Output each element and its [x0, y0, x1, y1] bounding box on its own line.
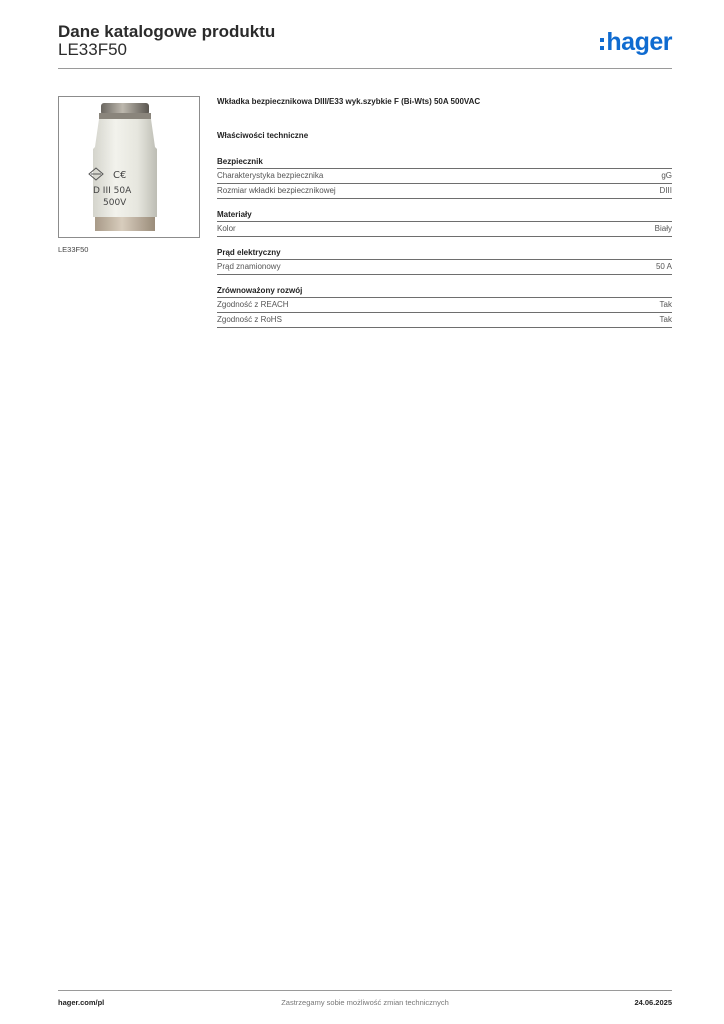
product-image [58, 96, 200, 238]
property-row [217, 184, 672, 199]
property-label: Charakterystyka bezpiecznika [217, 171, 324, 180]
footer-divider [58, 990, 672, 991]
property-group-electrical [217, 247, 672, 275]
logo-colon-icon [600, 38, 604, 50]
property-label: Rozmiar wkładki bezpiecznikowej [217, 186, 336, 195]
property-value: Tak [659, 315, 672, 324]
property-value: Tak [659, 300, 672, 309]
property-row [217, 222, 672, 237]
footer [58, 998, 672, 1010]
property-row [217, 298, 672, 313]
technical-properties-title: Właściwości techniczne [217, 131, 309, 140]
property-row [217, 313, 672, 328]
property-value: gG [661, 171, 672, 180]
property-label: Zgodność z RoHS [217, 315, 282, 324]
property-value: Biały [654, 224, 672, 233]
property-label: Kolor [217, 224, 236, 233]
header [58, 20, 672, 68]
property-group-fuse [217, 156, 672, 199]
group-title: Zrównoważony rozwój [217, 286, 303, 295]
logo-text: hager [606, 27, 672, 56]
property-group-sustainability [217, 285, 672, 328]
property-group-materials [217, 209, 672, 237]
property-value: DIII [659, 186, 672, 195]
hager-logo [600, 27, 672, 57]
document-title: Dane katalogowe produktu [58, 22, 276, 41]
fuse-cartridge-illustration [59, 97, 199, 237]
property-label: Prąd znamionowy [217, 262, 281, 271]
svg-text:C€: C€ [113, 170, 127, 181]
product-code: LE33F50 [58, 40, 127, 59]
property-label: Zgodność z REACH [217, 300, 289, 309]
image-caption: LE33F50 [58, 245, 89, 254]
group-title: Materiały [217, 210, 252, 219]
fuse-marking-voltage: 500V [103, 198, 127, 208]
footer-disclaimer: Zastrzegamy sobie możliwość zmian technicznych [281, 998, 449, 1007]
property-value: 50 A [655, 262, 672, 271]
property-row [217, 260, 672, 275]
group-title: Bezpiecznik [217, 157, 263, 166]
header-divider [58, 68, 672, 69]
product-details [217, 96, 672, 328]
footer-date: 24.06.2025 [634, 998, 672, 1007]
fuse-marking-rating: D III 50A [93, 186, 132, 196]
footer-website-link[interactable]: hager.com/pl [58, 998, 105, 1007]
product-description: Wkładka bezpiecznikowa DIII/E33 wyk.szybkie F (Bi-Wts) 50A 500VAC [217, 97, 481, 106]
group-title: Prąd elektryczny [217, 248, 281, 257]
property-row [217, 169, 672, 184]
